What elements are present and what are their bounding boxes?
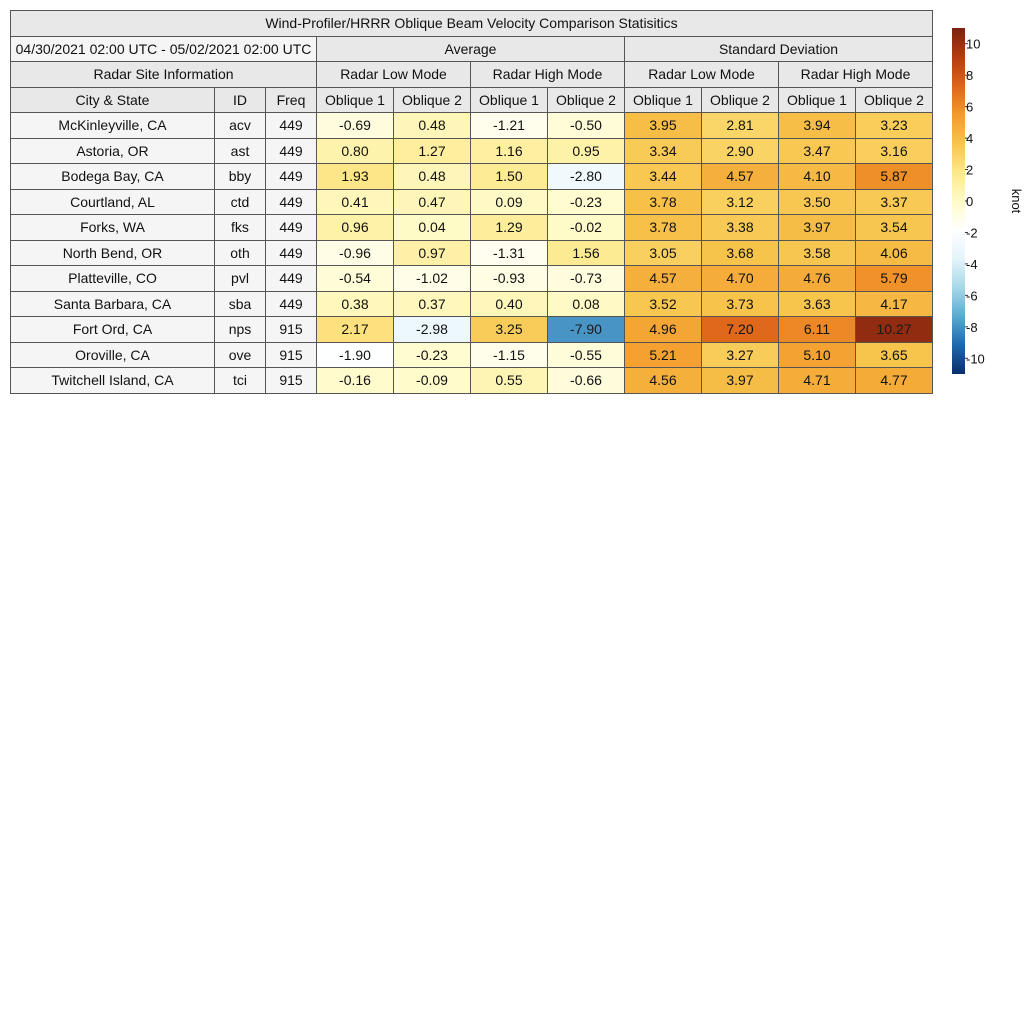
value-cell-avg-high-oblique-2: -0.55 (548, 342, 625, 368)
site-freq: 449 (266, 291, 317, 317)
colorbar-tick-label: 0 (966, 194, 974, 209)
colorbar-tick-label: 10 (966, 36, 981, 52)
value-cell-avg-high-oblique-1: 0.09 (471, 189, 548, 215)
value-cell-avg-high-oblique-1: 0.55 (471, 368, 548, 394)
value-cell-avg-high-oblique-2: -0.66 (548, 368, 625, 394)
value-cell-avg-low-oblique-1: -0.96 (317, 240, 394, 266)
value-cell-std-low-oblique-2: 3.12 (702, 189, 779, 215)
value-cell-std-high-oblique-2: 5.87 (856, 164, 933, 190)
period-row (11, 36, 933, 62)
site-city: Bodega Bay, CA (11, 164, 215, 190)
value-cell-std-low-oblique-1: 4.57 (625, 266, 702, 292)
site-id: oth (215, 240, 266, 266)
value-cell-avg-low-oblique-1: 2.17 (317, 317, 394, 343)
value-cell-std-high-oblique-2: 3.65 (856, 342, 933, 368)
site-id: ctd (215, 189, 266, 215)
site-id: sba (215, 291, 266, 317)
value-cell-std-low-oblique-2: 3.97 (702, 368, 779, 394)
site-freq: 449 (266, 240, 317, 266)
value-cell-std-high-oblique-1: 3.94 (779, 113, 856, 139)
value-cell-std-high-oblique-2: 3.37 (856, 189, 933, 215)
site-city: McKinleyville, CA (11, 113, 215, 139)
value-cell-avg-high-oblique-1: 3.25 (471, 317, 548, 343)
value-cell-std-low-oblique-1: 3.05 (625, 240, 702, 266)
value-cell-avg-low-oblique-2: -0.09 (394, 368, 471, 394)
value-cell-avg-low-oblique-1: -0.69 (317, 113, 394, 139)
colorbar-label: knot (1009, 188, 1024, 214)
value-cell-std-low-oblique-2: 7.20 (702, 317, 779, 343)
value-cell-avg-low-oblique-2: 0.48 (394, 164, 471, 190)
colorbar-tick-label: 4 (966, 131, 974, 147)
site-freq: 449 (266, 266, 317, 292)
title-row (11, 11, 933, 37)
value-cell-std-low-oblique-2: 3.73 (702, 291, 779, 317)
value-cell-avg-high-oblique-1: -1.21 (471, 113, 548, 139)
site-city: Courtland, AL (11, 189, 215, 215)
value-cell-avg-low-oblique-1: 0.80 (317, 138, 394, 164)
value-cell-std-high-oblique-2: 4.17 (856, 291, 933, 317)
value-cell-std-low-oblique-2: 4.57 (702, 164, 779, 190)
value-cell-avg-low-oblique-1: 0.38 (317, 291, 394, 317)
value-cell-avg-low-oblique-1: 0.41 (317, 189, 394, 215)
value-cell-avg-high-oblique-1: 1.29 (471, 215, 548, 241)
std-low-oblique-2-header: Oblique 2 (702, 87, 779, 113)
value-cell-avg-low-oblique-1: -1.90 (317, 342, 394, 368)
site-id: ove (215, 342, 266, 368)
value-cell-std-low-oblique-2: 4.70 (702, 266, 779, 292)
city-header: City & State (11, 87, 215, 113)
value-cell-std-low-oblique-1: 4.96 (625, 317, 702, 343)
value-cell-avg-high-oblique-1: -1.31 (471, 240, 548, 266)
site-id: nps (215, 317, 266, 343)
table-row (11, 164, 933, 190)
site-city: Forks, WA (11, 215, 215, 241)
value-cell-avg-low-oblique-1: 0.96 (317, 215, 394, 241)
site-id: ast (215, 138, 266, 164)
colorbar-gradient (952, 28, 965, 374)
value-cell-std-high-oblique-2: 4.77 (856, 368, 933, 394)
value-cell-avg-high-oblique-2: -0.50 (548, 113, 625, 139)
value-cell-std-high-oblique-1: 4.71 (779, 368, 856, 394)
value-cell-std-high-oblique-1: 4.76 (779, 266, 856, 292)
value-cell-avg-low-oblique-2: -2.98 (394, 317, 471, 343)
value-cell-avg-high-oblique-1: -1.15 (471, 342, 548, 368)
value-cell-std-high-oblique-1: 3.47 (779, 138, 856, 164)
value-cell-std-high-oblique-2: 10.27 (856, 317, 933, 343)
value-cell-avg-high-oblique-2: -0.02 (548, 215, 625, 241)
colorbar-legend (950, 28, 1022, 378)
value-cell-avg-low-oblique-2: 0.48 (394, 113, 471, 139)
value-cell-avg-high-oblique-2: -0.23 (548, 189, 625, 215)
value-cell-std-high-oblique-2: 4.06 (856, 240, 933, 266)
avg-high-mode-header: Radar High Mode (471, 62, 625, 88)
value-cell-avg-high-oblique-2: -2.80 (548, 164, 625, 190)
value-cell-avg-high-oblique-1: -0.93 (471, 266, 548, 292)
site-freq: 915 (266, 317, 317, 343)
value-cell-std-high-oblique-1: 3.63 (779, 291, 856, 317)
value-cell-std-low-oblique-1: 4.56 (625, 368, 702, 394)
value-cell-std-high-oblique-1: 3.58 (779, 240, 856, 266)
site-info-header: Radar Site Information (11, 62, 317, 88)
std-high-oblique-1-header: Oblique 1 (779, 87, 856, 113)
site-freq: 449 (266, 164, 317, 190)
value-cell-avg-high-oblique-2: 0.95 (548, 138, 625, 164)
value-cell-std-high-oblique-1: 4.10 (779, 164, 856, 190)
table-title: Wind-Profiler/HRRR Oblique Beam Velocity Comparison Statisitics (11, 11, 933, 37)
table-row (11, 215, 933, 241)
site-city: Fort Ord, CA (11, 317, 215, 343)
value-cell-std-low-oblique-1: 5.21 (625, 342, 702, 368)
site-id: acv (215, 113, 266, 139)
site-id: bby (215, 164, 266, 190)
colorbar-tick-label: 6 (966, 99, 974, 115)
colorbar-ticks (965, 37, 985, 367)
table-row (11, 113, 933, 139)
site-id: fks (215, 215, 266, 241)
value-cell-avg-low-oblique-2: 0.47 (394, 189, 471, 215)
table-row (11, 138, 933, 164)
freq-header: Freq (266, 87, 317, 113)
id-header: ID (215, 87, 266, 113)
value-cell-std-low-oblique-1: 3.44 (625, 164, 702, 190)
avg-high-oblique-2-header: Oblique 2 (548, 87, 625, 113)
table-row (11, 368, 933, 394)
colorbar-tick-label: -8 (966, 319, 978, 335)
site-freq: 449 (266, 189, 317, 215)
site-freq: 915 (266, 368, 317, 394)
average-header: Average (317, 36, 625, 62)
avg-low-mode-header: Radar Low Mode (317, 62, 471, 88)
site-freq: 449 (266, 215, 317, 241)
site-id: pvl (215, 266, 266, 292)
value-cell-avg-low-oblique-2: -1.02 (394, 266, 471, 292)
mode-row (11, 62, 933, 88)
value-cell-avg-low-oblique-2: 0.97 (394, 240, 471, 266)
value-cell-std-high-oblique-2: 5.79 (856, 266, 933, 292)
date-range: 04/30/2021 02:00 UTC - 05/02/2021 02:00 UTC (11, 36, 317, 62)
std-low-oblique-1-header: Oblique 1 (625, 87, 702, 113)
value-cell-std-high-oblique-1: 6.11 (779, 317, 856, 343)
value-cell-std-high-oblique-2: 3.54 (856, 215, 933, 241)
std-high-oblique-2-header: Oblique 2 (856, 87, 933, 113)
comparison-stats-table (10, 10, 933, 394)
colorbar-tick-label: 8 (966, 68, 974, 84)
colorbar-tick-label: -4 (966, 256, 978, 272)
site-city: Oroville, CA (11, 342, 215, 368)
value-cell-avg-low-oblique-2: 0.37 (394, 291, 471, 317)
value-cell-std-low-oblique-2: 2.90 (702, 138, 779, 164)
std-high-mode-header: Radar High Mode (779, 62, 933, 88)
value-cell-std-low-oblique-1: 3.78 (625, 215, 702, 241)
value-cell-avg-high-oblique-1: 0.40 (471, 291, 548, 317)
value-cell-std-high-oblique-2: 3.23 (856, 113, 933, 139)
avg-low-oblique-2-header: Oblique 2 (394, 87, 471, 113)
value-cell-avg-low-oblique-2: 1.27 (394, 138, 471, 164)
value-cell-avg-high-oblique-1: 1.16 (471, 138, 548, 164)
colorbar-tick-label: 2 (966, 162, 974, 178)
value-cell-std-high-oblique-1: 3.97 (779, 215, 856, 241)
value-cell-std-high-oblique-1: 5.10 (779, 342, 856, 368)
colorbar-tick-label: -10 (966, 351, 985, 367)
site-city: Astoria, OR (11, 138, 215, 164)
value-cell-std-low-oblique-2: 3.38 (702, 215, 779, 241)
value-cell-std-low-oblique-1: 3.52 (625, 291, 702, 317)
value-cell-avg-high-oblique-1: 1.50 (471, 164, 548, 190)
table-row (11, 266, 933, 292)
value-cell-avg-high-oblique-2: 0.08 (548, 291, 625, 317)
site-city: Platteville, CO (11, 266, 215, 292)
avg-high-oblique-1-header: Oblique 1 (471, 87, 548, 113)
std-low-mode-header: Radar Low Mode (625, 62, 779, 88)
colorbar-tick-label: -6 (966, 288, 978, 304)
std-dev-header: Standard Deviation (625, 36, 933, 62)
table-row (11, 317, 933, 343)
table-row (11, 240, 933, 266)
value-cell-avg-low-oblique-1: -0.16 (317, 368, 394, 394)
value-cell-avg-low-oblique-1: 1.93 (317, 164, 394, 190)
site-city: Santa Barbara, CA (11, 291, 215, 317)
value-cell-std-low-oblique-1: 3.95 (625, 113, 702, 139)
site-city: Twitchell Island, CA (11, 368, 215, 394)
column-header-row (11, 87, 933, 113)
value-cell-avg-low-oblique-2: 0.04 (394, 215, 471, 241)
site-id: tci (215, 368, 266, 394)
table-row (11, 342, 933, 368)
site-freq: 449 (266, 113, 317, 139)
avg-low-oblique-1-header: Oblique 1 (317, 87, 394, 113)
value-cell-avg-high-oblique-2: -0.73 (548, 266, 625, 292)
value-cell-std-low-oblique-2: 2.81 (702, 113, 779, 139)
value-cell-std-low-oblique-2: 3.27 (702, 342, 779, 368)
value-cell-avg-low-oblique-1: -0.54 (317, 266, 394, 292)
value-cell-avg-high-oblique-2: -7.90 (548, 317, 625, 343)
colorbar-tick-label: -2 (966, 225, 978, 241)
value-cell-std-high-oblique-2: 3.16 (856, 138, 933, 164)
site-freq: 449 (266, 138, 317, 164)
value-cell-std-low-oblique-1: 3.34 (625, 138, 702, 164)
value-cell-std-low-oblique-2: 3.68 (702, 240, 779, 266)
value-cell-avg-high-oblique-2: 1.56 (548, 240, 625, 266)
value-cell-std-high-oblique-1: 3.50 (779, 189, 856, 215)
site-city: North Bend, OR (11, 240, 215, 266)
table-row (11, 291, 933, 317)
value-cell-std-low-oblique-1: 3.78 (625, 189, 702, 215)
value-cell-avg-low-oblique-2: -0.23 (394, 342, 471, 368)
table-row (11, 189, 933, 215)
site-freq: 915 (266, 342, 317, 368)
